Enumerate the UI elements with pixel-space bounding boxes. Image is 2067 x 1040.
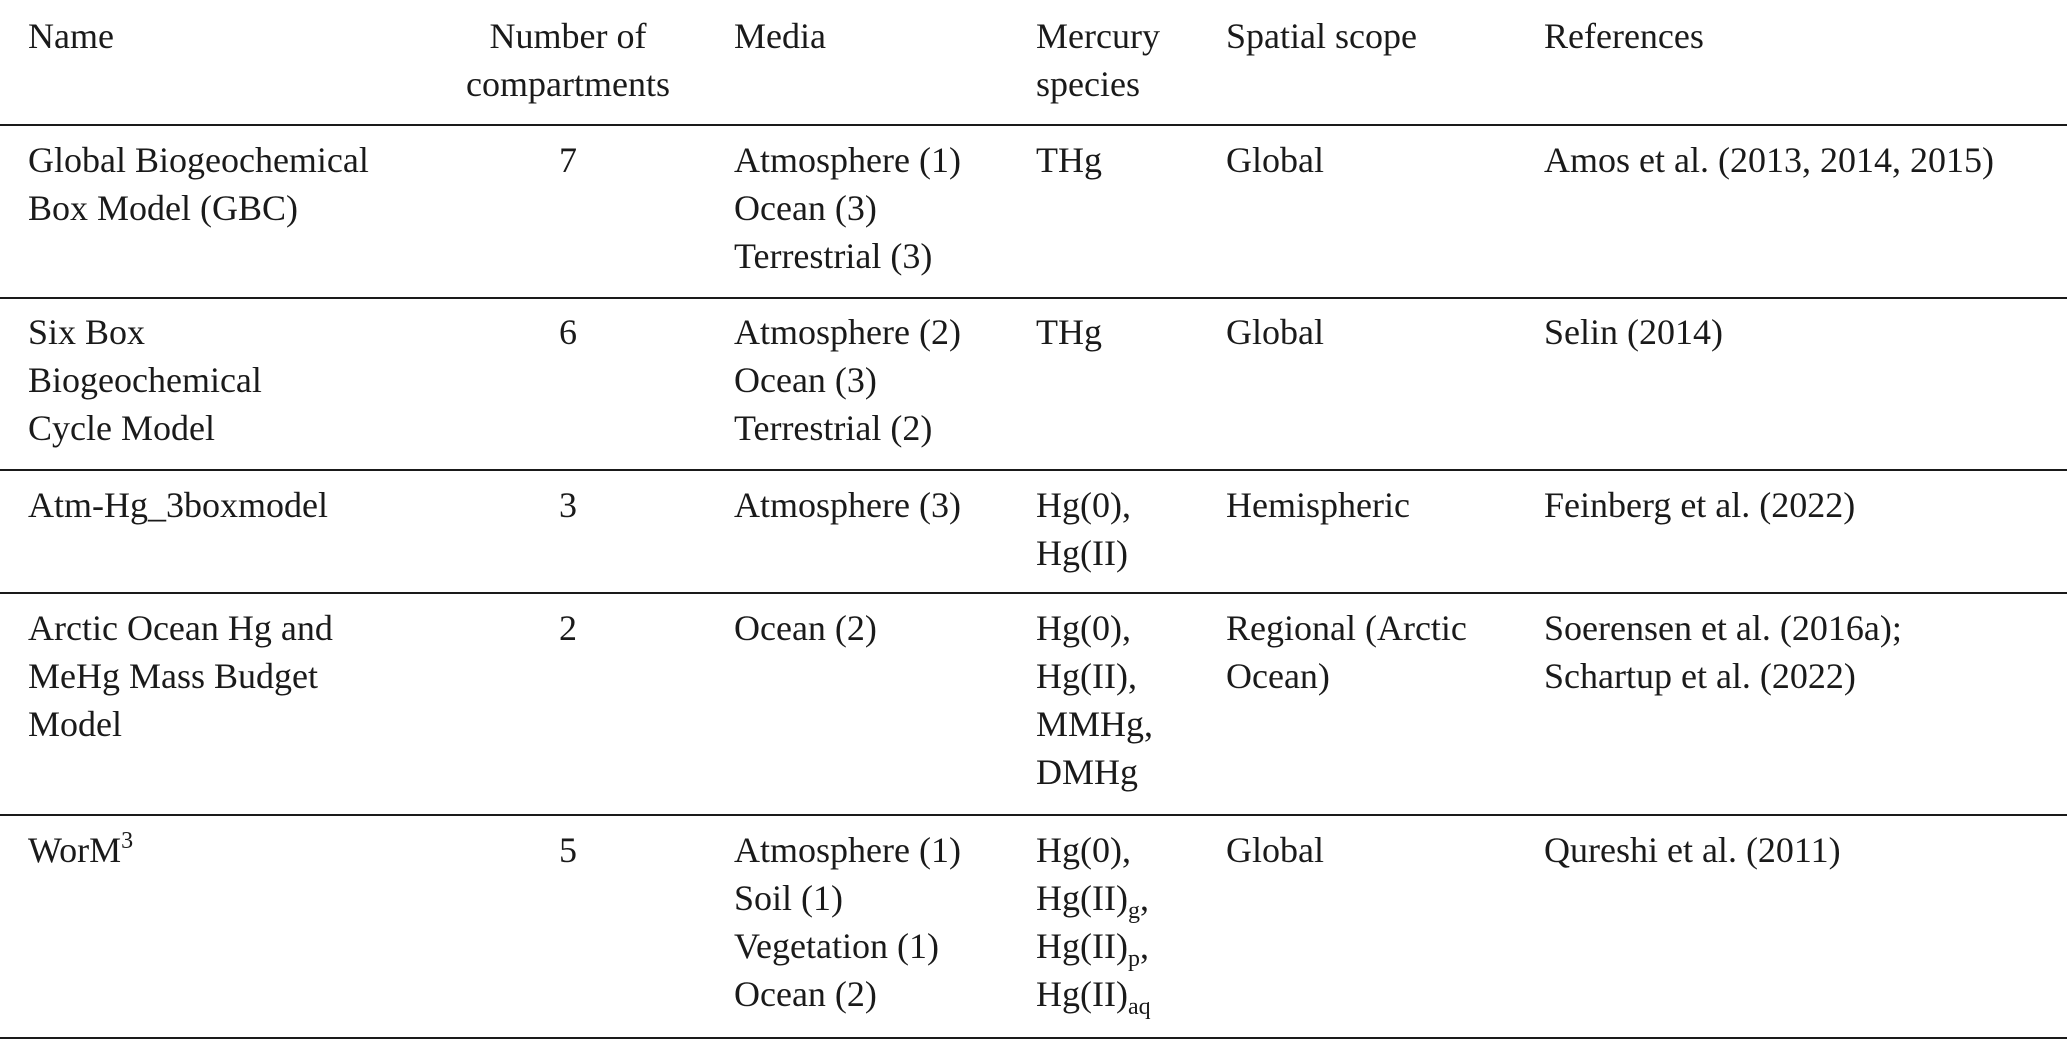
row-media: Atmosphere (3) <box>734 485 961 525</box>
row-name: Atm-Hg_3boxmodel <box>28 485 328 525</box>
header-spatial-scope: Spatial scope <box>1226 16 1417 56</box>
row-compartments: 3 <box>559 485 577 525</box>
row-name: Global Biogeochemical Box Model (GBC) <box>28 140 369 228</box>
row-species: Hg(0), $Hg(II)_g$, $Hg(II)_p$, $Hg(II)_{aq}$ <box>1036 830 1151 1020</box>
row-references: Qureshi et al. (2011) <box>1544 830 1841 870</box>
row-name: Six Box Biogeochemical Cycle Model <box>28 312 262 448</box>
row-compartments: 2 <box>559 608 577 648</box>
row-compartments: 5 <box>559 830 577 870</box>
row-references: Feinberg et al. (2022) <box>1544 485 1856 525</box>
row-species: THg <box>1036 140 1102 180</box>
row-media: Ocean (2) <box>734 608 877 648</box>
header-name: Name <box>28 16 114 56</box>
row-scope: Hemispheric <box>1226 485 1410 525</box>
header-media: Media <box>734 16 826 56</box>
row-scope: Global <box>1226 140 1324 180</box>
row-species: Hg(0), Hg(II), MMHg, DMHg <box>1036 608 1154 792</box>
row-name: WorM$^3$ <box>28 828 134 870</box>
row-media: Atmosphere (2) Ocean (3) Terrestrial (2) <box>734 312 961 448</box>
row-compartments: 7 <box>559 140 577 180</box>
row-scope: Global <box>1226 312 1324 352</box>
row-species: THg <box>1036 312 1102 352</box>
header-bottom-rule <box>0 124 2067 126</box>
table-bottom-rule <box>0 1037 2067 1039</box>
row-scope: Regional (Arctic Ocean) <box>1226 608 1467 696</box>
header-mercury-species: Mercury species <box>1036 16 1160 104</box>
row-divider <box>0 592 2067 594</box>
row-references: Amos et al. (2013, 2014, 2015) <box>1544 140 1994 180</box>
row-compartments: 6 <box>559 312 577 352</box>
header-compartments: Number of compartments <box>466 16 670 104</box>
row-divider <box>0 814 2067 816</box>
row-divider <box>0 297 2067 299</box>
row-media: Atmosphere (1) Soil (1) Vegetation (1) Ocean (2) <box>734 830 961 1014</box>
row-references: Selin (2014) <box>1544 312 1723 352</box>
row-media: Atmosphere (1) Ocean (3) Terrestrial (3) <box>734 140 961 276</box>
row-species: Hg(0), Hg(II) <box>1036 485 1131 573</box>
row-scope: Global <box>1226 830 1324 870</box>
row-name: Arctic Ocean Hg and MeHg Mass Budget Model <box>28 608 333 744</box>
row-divider <box>0 469 2067 471</box>
row-references: Soerensen et al. (2016a); Schartup et al. (2022) <box>1544 608 1902 696</box>
header-references: References <box>1544 16 1704 56</box>
